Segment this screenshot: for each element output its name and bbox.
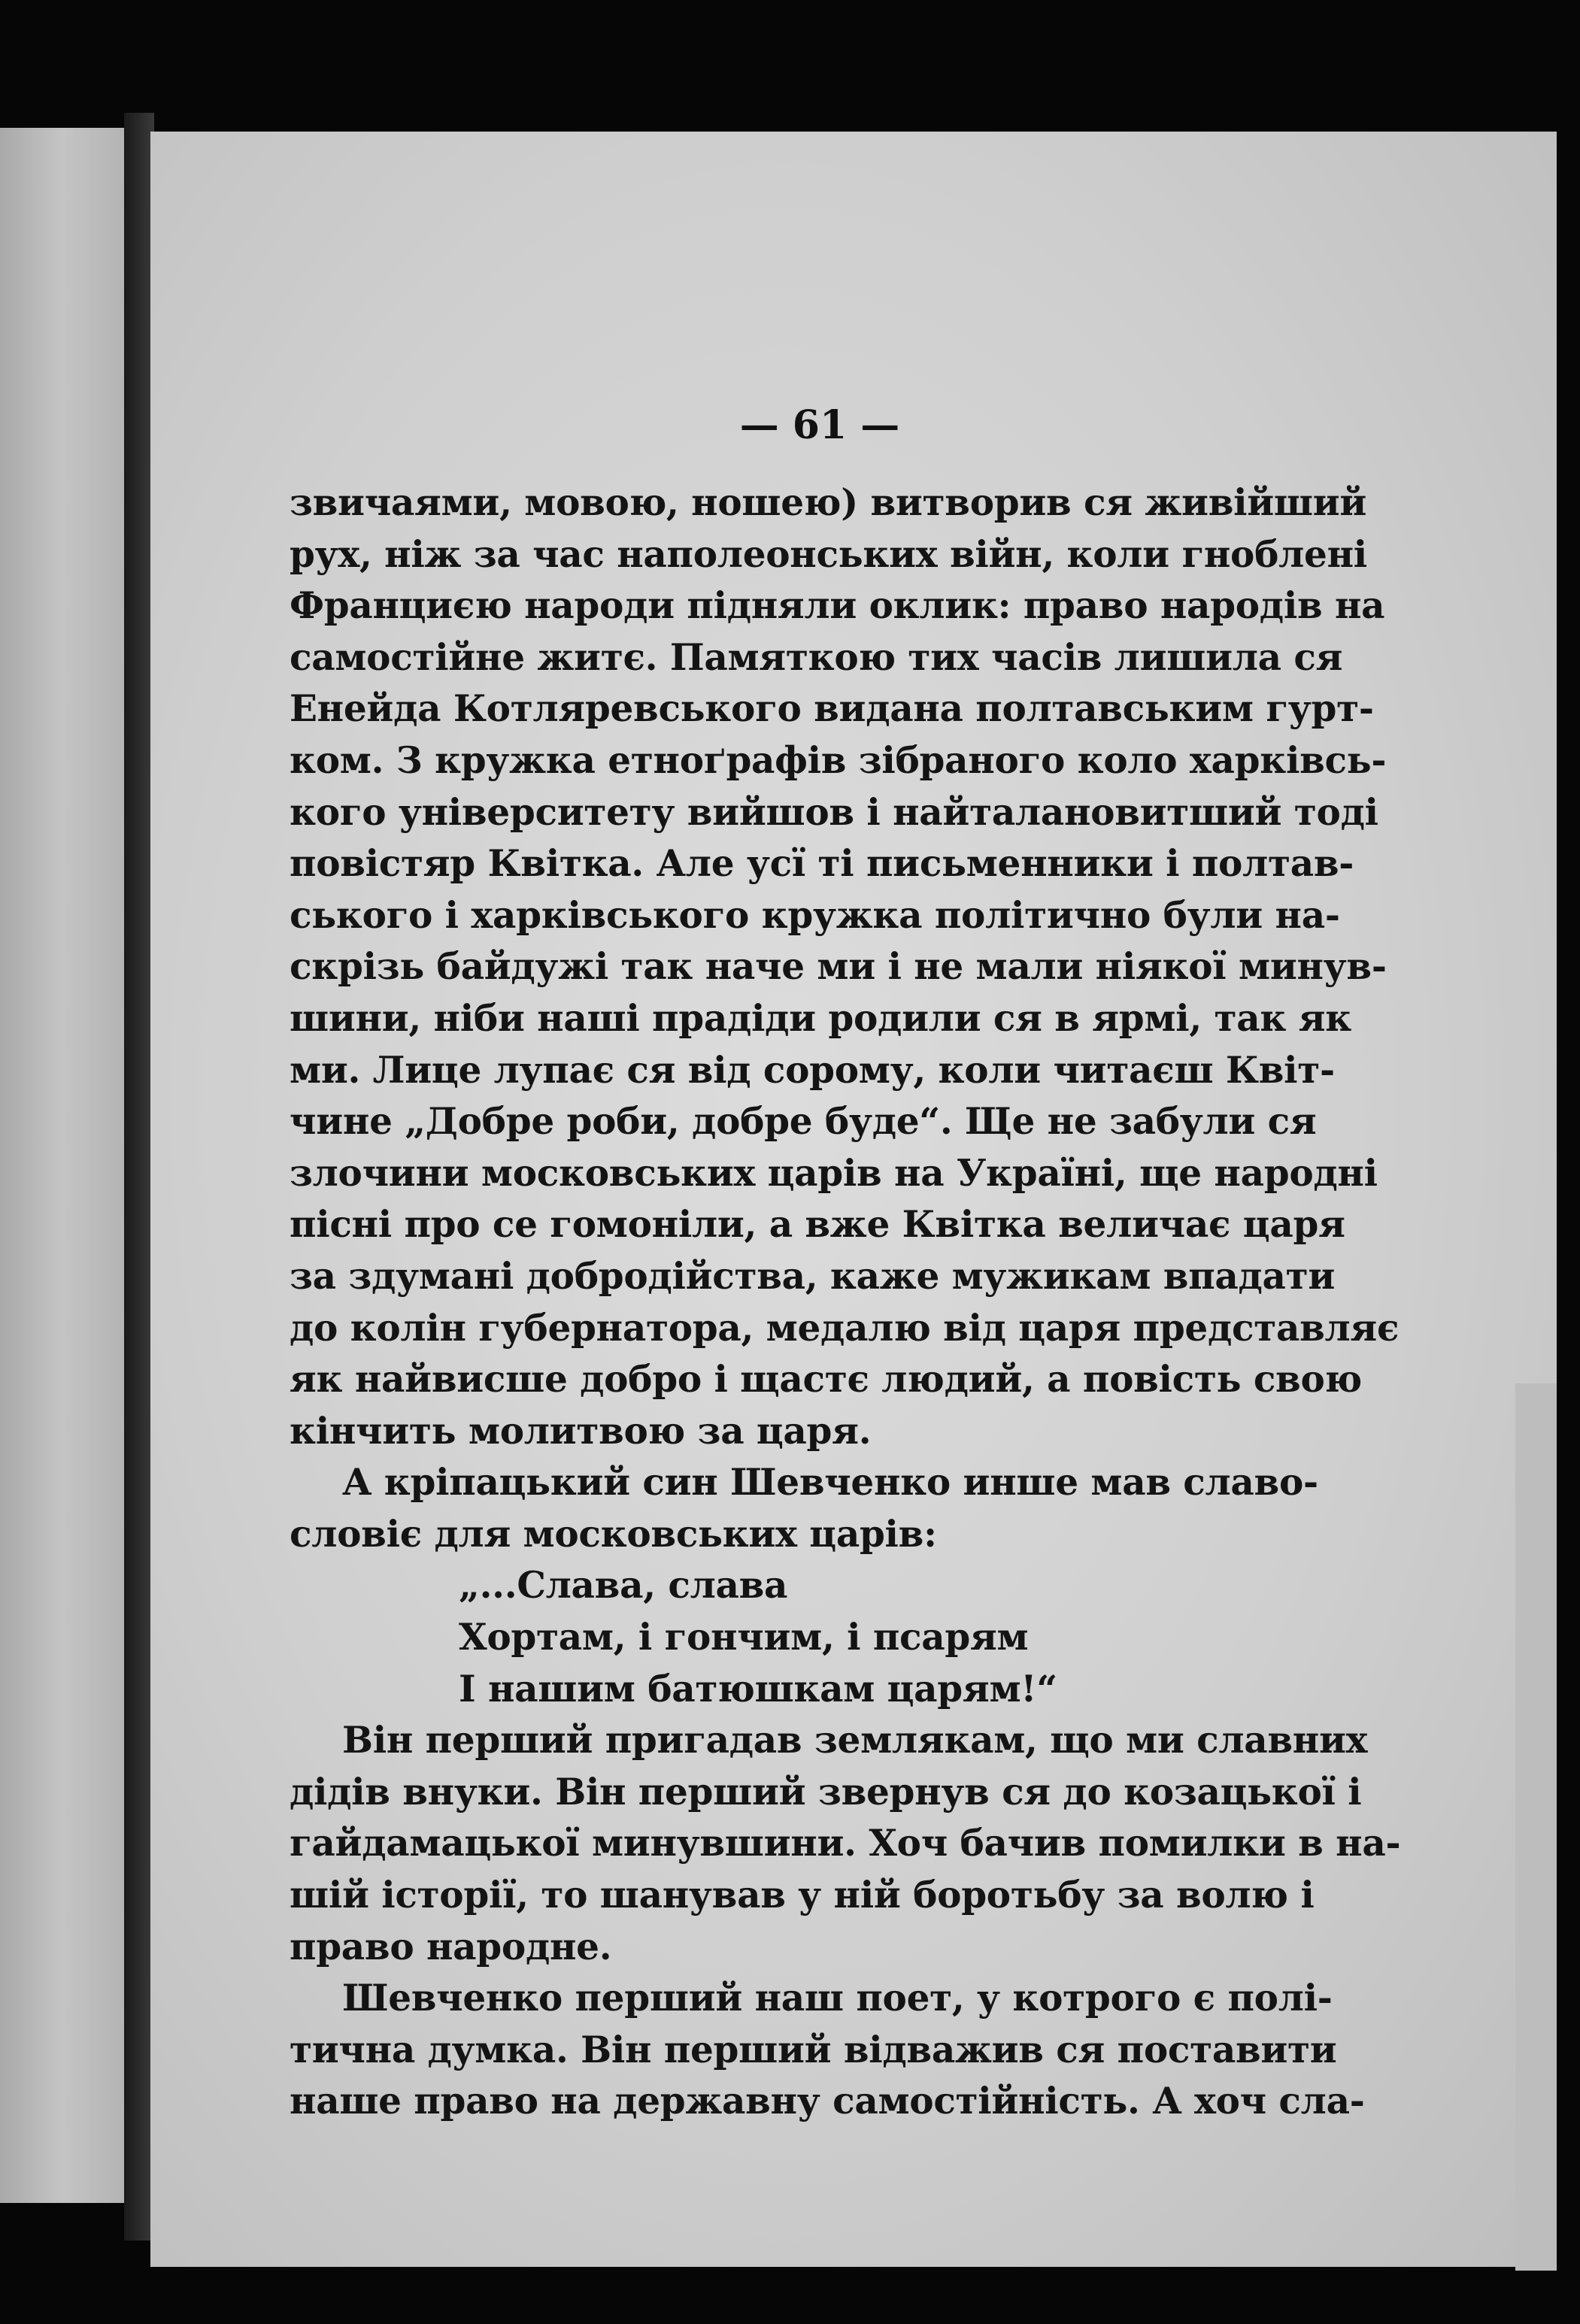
text-line: наше право на державну самостійність. А хоч сла- — [290, 2080, 1365, 2123]
text-line: Він перший пригадав землякам, що ми славних — [342, 1719, 1368, 1762]
text-line: як найвисше добро і щастє людий, а повість свою — [290, 1358, 1362, 1401]
page-number: — 61 — — [739, 402, 900, 448]
text-line: А кріпацький син Шевченко инше мав славо- — [342, 1461, 1318, 1504]
page-text — [290, 477, 1401, 2128]
page-edge — [1515, 1383, 1557, 2271]
verse-line: І нашим батюшкам царям!“ — [459, 1667, 1057, 1710]
text-line: самостійне житє. Памяткою тих часів лишила ся — [290, 635, 1343, 679]
text-line: шини, ніби наші прадіди родили ся в ярмі, так як — [290, 996, 1351, 1040]
text-line: чине „Добре роби, добре буде“. Ще не забули ся — [290, 1100, 1317, 1144]
verse-line: Хортам, і гончим, і псарям — [459, 1616, 1029, 1659]
text-line: ського і харківського кружка політично були на- — [290, 893, 1340, 937]
text-line: рух, ніж за час наполеонських війн, коли гноблені — [290, 532, 1367, 576]
text-line: дідів внуки. Він перший звернув ся до козацької і — [290, 1770, 1362, 1813]
text-line: звичаями, мовою, ношею) витворив ся живійший — [290, 481, 1367, 524]
left-page-edge — [0, 128, 124, 2203]
text-line: словіє для московських царів: — [290, 1512, 937, 1556]
text-line: скрізь байдужі так наче ми і не мали ніякої минув- — [290, 945, 1387, 989]
text-line: за здумані добродійства, каже мужикам впадати — [290, 1254, 1336, 1298]
text-line: тична думка. Він перший відважив ся поставити — [290, 2028, 1337, 2071]
text-line: гайдамацької минувшини. Хоч бачив помилки в на- — [290, 1822, 1401, 1865]
text-line: Енейда Котляревського видана полтавським гурт- — [290, 687, 1374, 731]
text-line: шій історії, то шанував у ній боротьбу за волю і — [290, 1874, 1315, 1917]
verse-line: „...Слава, слава — [459, 1564, 788, 1607]
text-line: ком. З кружка етноґрафів зібраного коло харківсь- — [290, 738, 1387, 782]
text-line: злочини московських царів на Україні, ще народні — [290, 1151, 1378, 1195]
book-gutter — [124, 113, 154, 2241]
text-line: кінчить молитвою за царя. — [290, 1409, 872, 1453]
text-line: кого університету вийшов і найталановитший тоді — [290, 790, 1378, 834]
text-line: Франциєю народи підняли оклик: право народів на — [290, 584, 1385, 628]
text-line: право народне. — [290, 1925, 612, 1968]
text-line: пісні про се гомоніли, а вже Квітка величає царя — [290, 1203, 1345, 1247]
text-line: Шевченко перший наш поет, у котрого є полі- — [342, 1977, 1333, 2020]
text-line: ми. Лице лупає ся від сорому, коли читаєш Квіт- — [290, 1048, 1335, 1092]
text-line: повістяр Квітка. Але усї ті письменники і полтав- — [290, 842, 1354, 886]
text-line: до колін губернатора, медалю від царя представляє — [290, 1306, 1400, 1350]
